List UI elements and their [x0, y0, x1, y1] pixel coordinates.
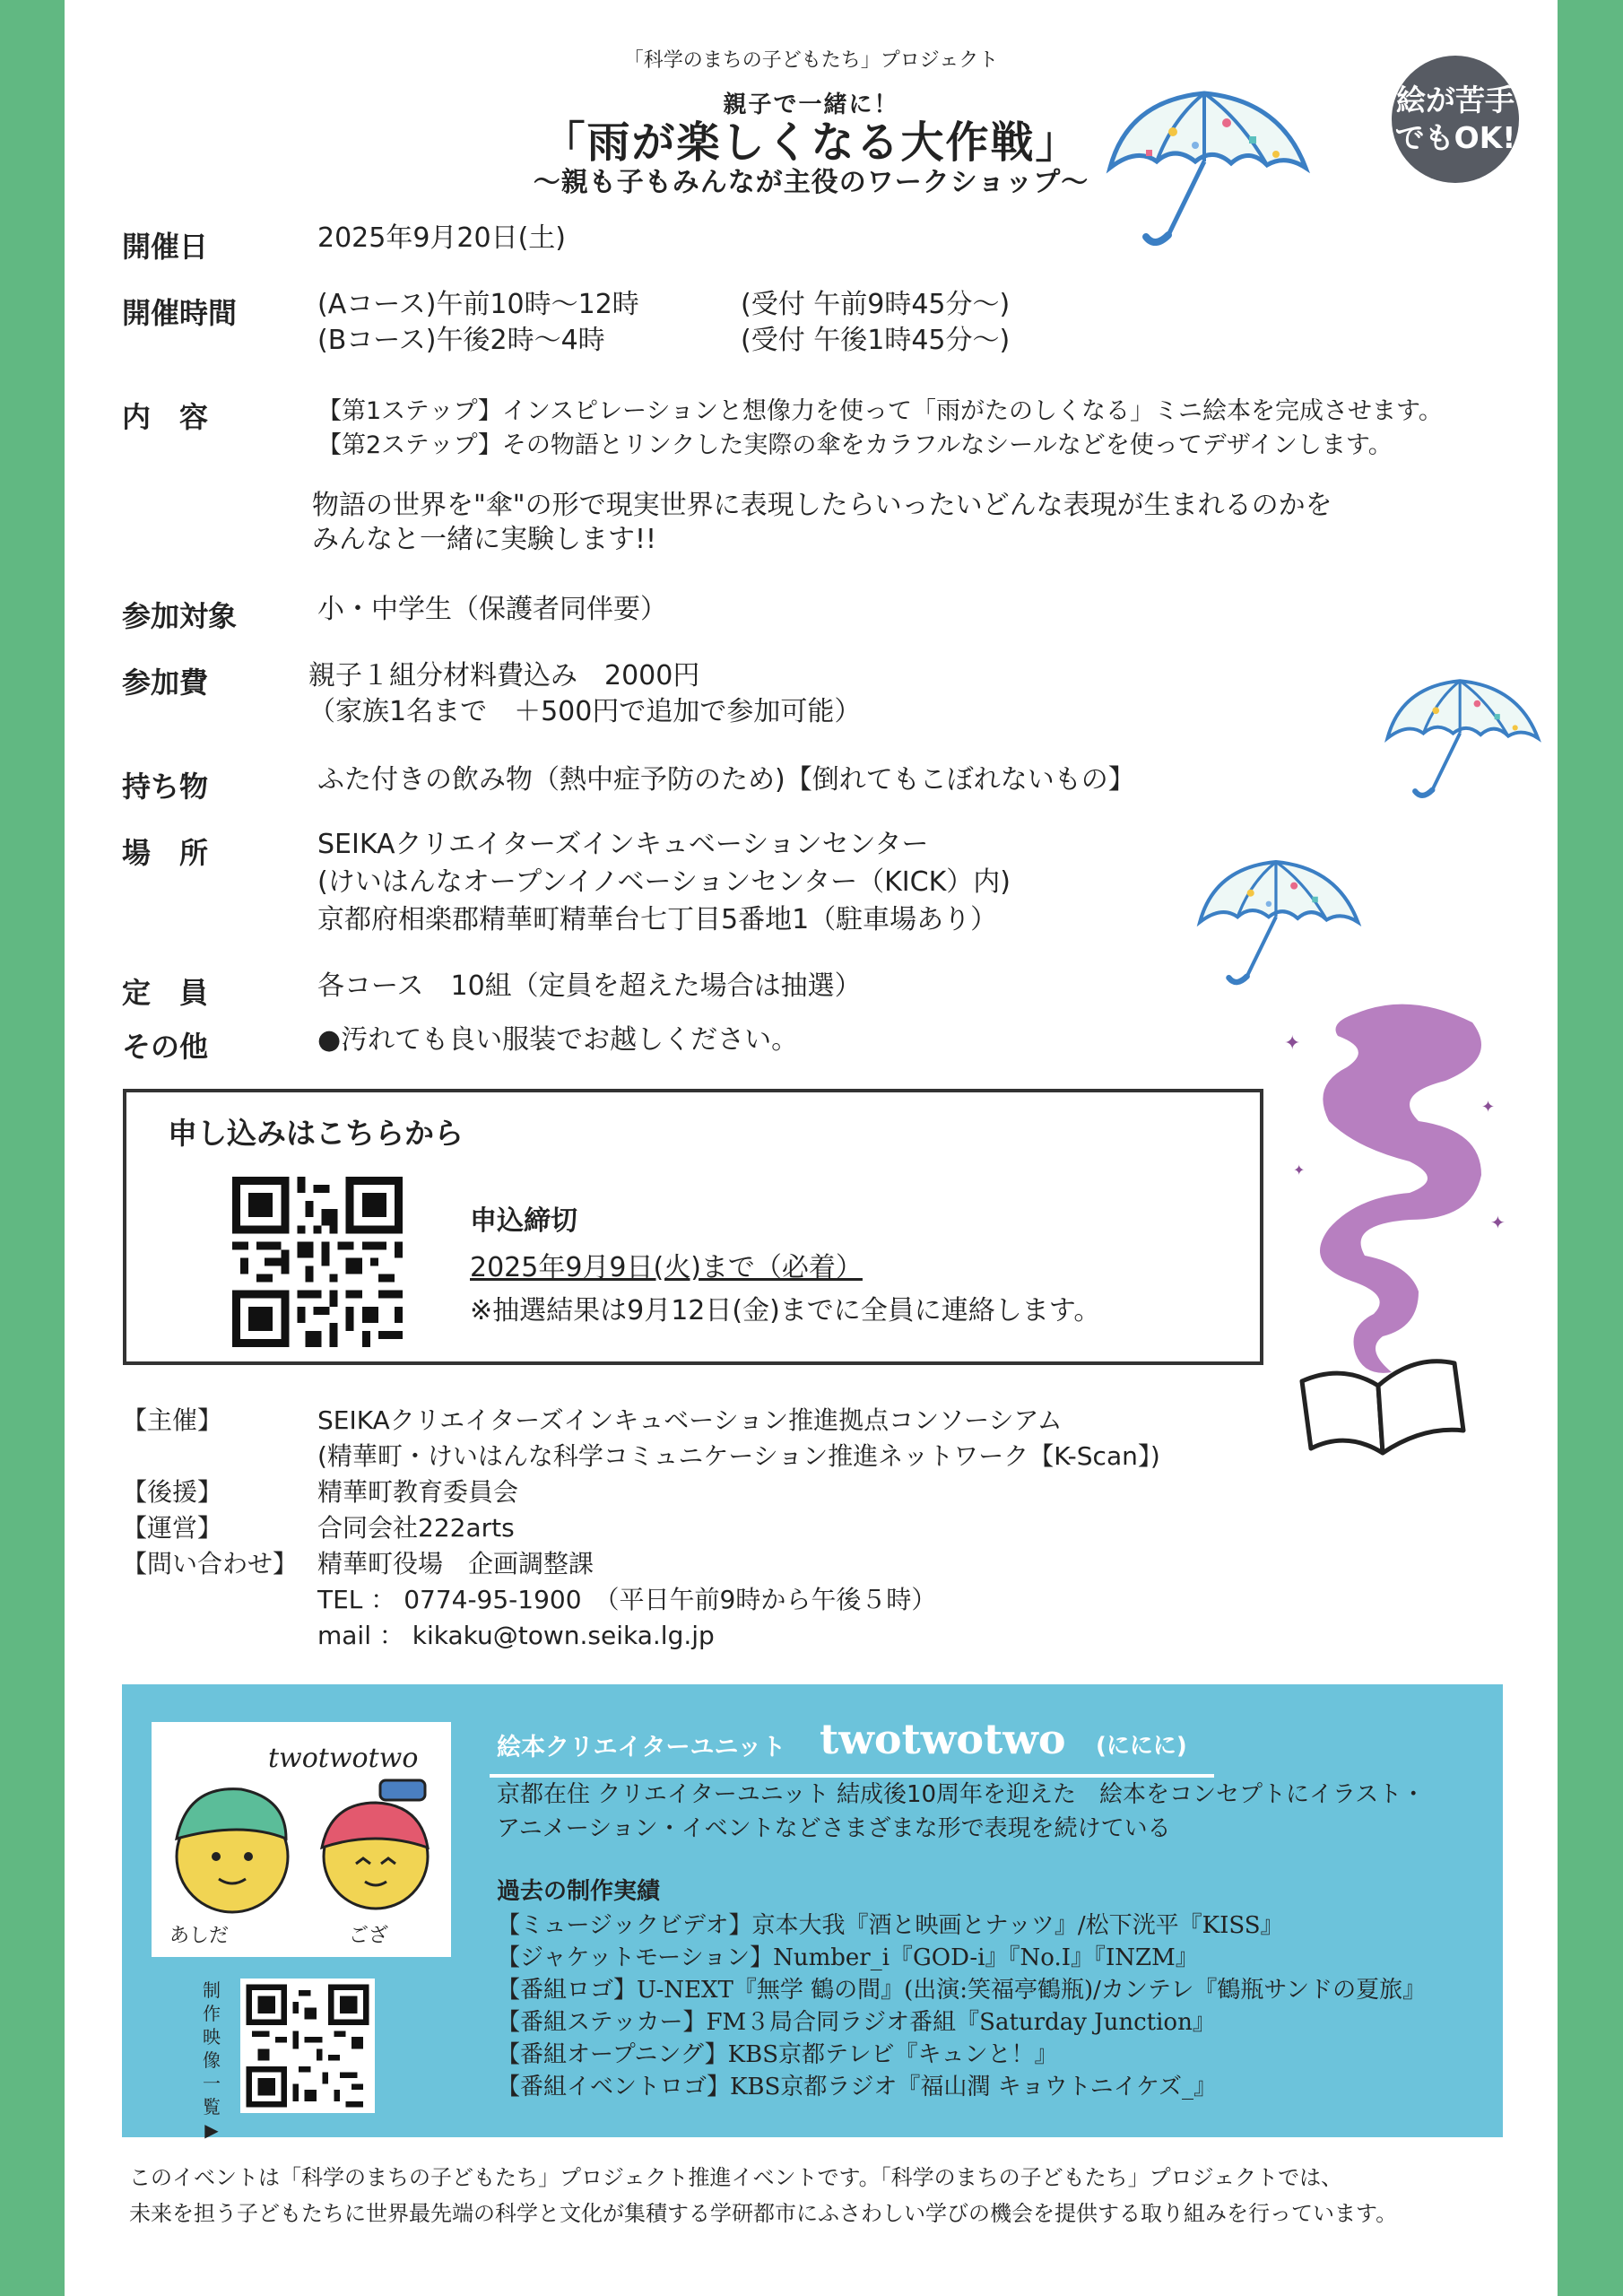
content-step-1: 【第1ステップ】インスピレーションと想像力を使って「雨がたのしくなる」ミニ絵本を完成させます。 — [317, 397, 1443, 425]
other-label: その他 — [122, 1030, 209, 1064]
video-list-qr-code[interactable] — [240, 1979, 375, 2113]
capacity-label: 定 員 — [122, 976, 209, 1010]
support-label: 【後援】 — [122, 1477, 223, 1507]
unit-description — [497, 1778, 1483, 1846]
video-list-label: 制作映像一覧▶ — [203, 1979, 221, 2141]
works-item: 【ミュージックビデオ】京本大我『酒と映画とナッツ』/松下洸平『KISS』 — [497, 1912, 1284, 1939]
contact-value: 精華町役場 企画調整課 — [317, 1549, 595, 1578]
works-item: 【番組オープニング】KBS京都テレビ『キュンと！』 — [497, 2041, 1058, 2068]
drawing-ok-badge — [1392, 56, 1519, 183]
svg-text:✦: ✦ — [1284, 1032, 1301, 1055]
footer-note — [129, 2160, 1397, 2231]
time-a: (Aコース)午前10時～12時 — [317, 289, 639, 320]
host-value-2: (精華町・けいはんな科学コミュニケーション推進ネットワーク【K-Scan】) — [317, 1441, 1160, 1471]
date-value: 2025年9月20日(土) — [317, 222, 567, 254]
lottery-note: ※抽選結果は9月12日(金)までに全員に連絡します。 — [470, 1295, 1101, 1326]
deadline-label: 申込締切 — [470, 1205, 577, 1237]
umbrella-icon — [1374, 671, 1553, 805]
svg-text:✦: ✦ — [1481, 1098, 1496, 1117]
badge-line-1: 絵が苦手 — [1396, 83, 1515, 117]
application-box — [123, 1089, 1263, 1365]
target-label: 参加対象 — [122, 599, 238, 633]
umbrella-icon — [1185, 850, 1374, 994]
event-title: 「雨が楽しくなる大作戦」 — [542, 117, 1081, 168]
venue-line-2: (けいはんなオープンイノベーションセンター（KICK）内) — [317, 866, 1011, 898]
bring-label: 持ち物 — [122, 770, 209, 804]
project-name: 「科学のまちの子どもたち」プロジェクト — [623, 49, 999, 72]
content-step-2: 【第2ステップ】その物語とリンクした実際の傘をカラフルなシールなどを使ってデザインします。 — [317, 431, 1393, 459]
svg-text:✦: ✦ — [1490, 1212, 1506, 1233]
works-item: 【番組ステッカー】FM３局合同ラジオ番組『Saturday Junction』 — [497, 2009, 1216, 2036]
time-b: (Bコース)午後2時～4時 — [317, 325, 605, 356]
umbrella-icon — [1092, 83, 1325, 253]
event-tagline: 〜親も子もみんなが主役のワークショップ〜 — [533, 167, 1089, 198]
event-subtitle: 親子で一緒に！ — [723, 91, 899, 118]
contact-tel[interactable]: TEL ： 0774-95-1900 （平日午前9時から午後５時） — [317, 1585, 937, 1614]
deadline-value: 2025年9月9日(火)まで（必着） — [470, 1252, 863, 1283]
footer-line-1: このイベントは「科学のまちの子どもたち」プロジェクト推進イベントです。「科学のまちの子どもたち」プロジェクトでは、 — [129, 2165, 1343, 2190]
bring-value: ふた付きの飲み物（熱中症予防のため)【倒れてもこぼれないもの】 — [317, 764, 1135, 796]
operation-value: 合同会社222arts — [317, 1513, 515, 1543]
creator-illustration — [152, 1722, 451, 1957]
unit-name: twotwotwo — [820, 1715, 1066, 1763]
svg-text:✦: ✦ — [1293, 1161, 1306, 1178]
time-b-reception: (受付 午後1時45分～) — [741, 325, 1011, 356]
time-a-reception: (受付 午前9時45分～) — [741, 289, 1011, 320]
fee-label: 参加費 — [122, 665, 209, 700]
character-left-name: あしだ — [169, 1925, 230, 1947]
badge-line-2: でもOK! — [1394, 120, 1516, 155]
flyer-page — [65, 0, 1558, 2296]
unit-description-line-2: アニメーション・イベントなどさまざまな形で表現を続けている — [497, 1815, 1171, 1842]
footer-line-2: 未来を担う子どもたちに世界最先端の科学と文化が集積する学研都市にふさわしい学びの機会を提供する取り組みを行っています。 — [129, 2201, 1398, 2226]
apply-heading: 申し込みはこちらから — [168, 1116, 464, 1151]
character-right-name: ござ — [349, 1925, 389, 1947]
date-label: 開催日 — [122, 230, 209, 264]
contact-mail[interactable]: mail ： kikaku@town.seika.lg.jp — [317, 1621, 715, 1650]
content-paragraph-2: みんなと一緒に実験します!! — [312, 524, 657, 555]
host-label: 【主催】 — [122, 1405, 223, 1435]
operation-label: 【運営】 — [122, 1513, 223, 1543]
works-item: 【番組ロゴ】U-NEXT『無学 鶴の間』(出演:笑福亭鶴瓶)/カンテレ『鶴瓶サンドの夏旅』 — [497, 1977, 1427, 2004]
content-label: 内 容 — [122, 400, 209, 434]
target-value: 小・中学生（保護者同伴要） — [317, 594, 667, 625]
illus-logo: twotwotwo — [268, 1743, 419, 1774]
application-qr-code[interactable] — [232, 1177, 403, 1347]
contact-label: 【問い合わせ】 — [122, 1549, 299, 1578]
works-item: 【番組イベントロゴ】KBS京都ラジオ『福山潤 キョウトニイケズ_』 — [497, 2074, 1218, 2100]
time-label: 開催時間 — [122, 296, 238, 330]
unit-name-reading: (ににに) — [1096, 1733, 1187, 1760]
venue-line-3: 京都府相楽郡精華町精華台七丁目5番地1（駐車場あり） — [317, 904, 998, 935]
venue-line-1: SEIKAクリエイターズインキュベーションセンター — [317, 829, 929, 860]
other-value: ●汚れても良い服装でお越しください。 — [317, 1024, 799, 1056]
unit-description-line-1: 京都在住 クリエイターユニット 結成後10周年を迎えた 絵本をコンセプトにイラスト・ — [497, 1781, 1426, 1808]
host-value-1: SEIKAクリエイターズインキュベーション推進拠点コンソーシアム — [317, 1405, 1063, 1435]
twotwotwo-characters-icon — [152, 1722, 451, 1957]
content-paragraph-1: 物語の世界を"傘"の形で現実世界に表現したらいったいどんな表現が生まれるのかを — [312, 490, 1332, 521]
fee-note: （家族1名まで ＋500円で追加で参加可能） — [308, 696, 862, 727]
venue-label: 場 所 — [122, 836, 209, 870]
fee-value: 親子１組分材料費込み 2000円 — [308, 660, 700, 691]
open-book-icon — [1293, 1336, 1472, 1462]
unit-title-jp: 絵本クリエイターユニット — [497, 1734, 786, 1761]
capacity-value: 各コース 10組（定員を超えた場合は抽選） — [317, 970, 862, 1002]
support-value: 精華町教育委員会 — [317, 1477, 519, 1507]
works-heading: 過去の制作実績 — [497, 1878, 661, 1905]
works-item: 【ジャケットモーション】Number_i『GOD-i』『No.I』『INZM』 — [497, 1944, 1199, 1971]
creator-unit-panel — [122, 1684, 1503, 2141]
